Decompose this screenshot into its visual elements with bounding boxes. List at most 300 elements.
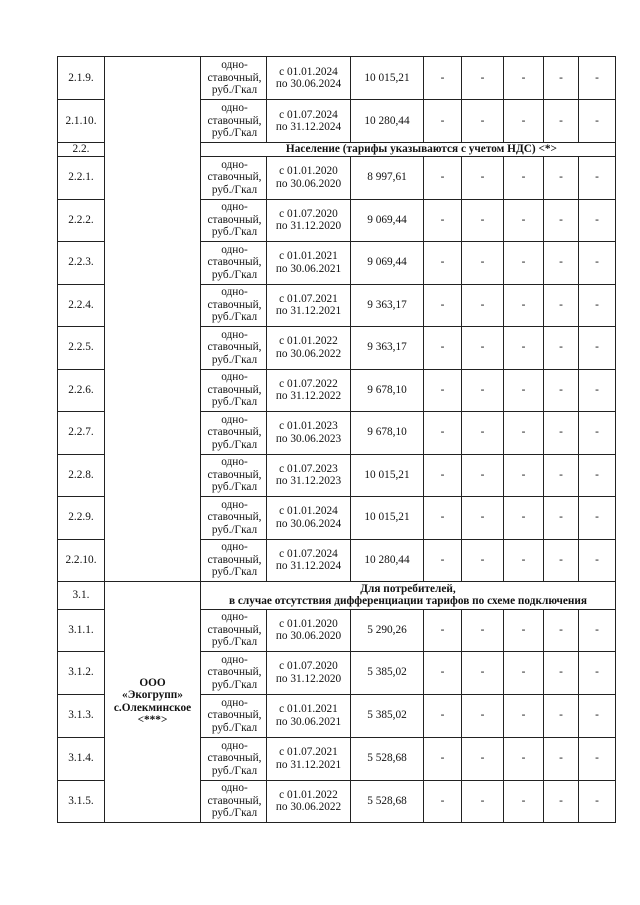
dash-text: - [480, 383, 485, 396]
dash-text: - [440, 341, 445, 354]
empty-value-dash [579, 326, 616, 369]
unit-line: ставочный, [207, 256, 262, 269]
row-number [58, 609, 105, 651]
tariff-value-text: 10 015,21 [364, 468, 410, 481]
section-header [201, 581, 616, 609]
empty-value-dash [544, 326, 579, 369]
row-number [58, 369, 105, 411]
empty-value-dash [579, 737, 616, 780]
empty-value-dash [424, 241, 462, 284]
period-line: по 31.12.2023 [275, 475, 342, 487]
dash-text: - [595, 666, 599, 679]
period-line: по 30.06.2020 [275, 630, 342, 642]
organization-line: <***> [137, 714, 168, 726]
organization-line: ООО [139, 676, 166, 689]
row-number [58, 143, 105, 157]
dash-text: - [559, 298, 563, 311]
unit-line: ставочный, [207, 794, 262, 807]
dash-text: - [595, 383, 599, 396]
dash-text: - [595, 171, 599, 184]
dash-text: - [521, 298, 526, 311]
period-line: с 01.01.2024 [279, 65, 338, 78]
empty-value-dash [579, 241, 616, 284]
dash-text: - [440, 709, 445, 722]
row-number-text: 3.1.5. [68, 794, 94, 807]
dash-text: - [440, 666, 445, 679]
tariff-value [351, 609, 424, 651]
empty-value-dash [462, 199, 504, 241]
empty-value-dash [544, 57, 579, 100]
period-cell [267, 780, 351, 822]
empty-value-dash [579, 694, 616, 737]
period-line: с 01.07.2021 [279, 292, 338, 305]
organization-cell [105, 581, 201, 822]
dash-text: - [559, 341, 563, 354]
unit-line: руб./Гкал [211, 721, 258, 734]
dash-text: - [521, 71, 526, 84]
period-cell [267, 411, 351, 454]
period-cell [267, 156, 351, 199]
empty-value-dash [579, 780, 616, 822]
empty-value-dash [462, 100, 504, 143]
period-cell [267, 454, 351, 496]
row-number [58, 284, 105, 326]
row-number [58, 411, 105, 454]
tariff-value-text: 9 363,17 [367, 298, 407, 311]
empty-value-dash [424, 284, 462, 326]
dash-text: - [595, 114, 599, 127]
empty-value-dash [579, 284, 616, 326]
dash-text: - [480, 71, 485, 84]
dash-text: - [480, 623, 485, 636]
dash-text: - [595, 709, 599, 722]
section-header-line: в случае отсутствия дифференциации тарифов по схеме подключения [228, 595, 588, 607]
empty-value-dash [544, 694, 579, 737]
unit-line: руб./Гкал [211, 523, 258, 536]
period-line: по 30.06.2021 [275, 262, 342, 275]
dash-text: - [559, 213, 563, 226]
dash-text: - [521, 468, 526, 481]
dash-text: - [521, 553, 526, 566]
dash-text: - [440, 114, 445, 127]
unit-cell [201, 156, 267, 199]
unit-line: одно- [221, 498, 248, 511]
empty-value-dash [462, 156, 504, 199]
row-number [58, 780, 105, 822]
period-line: с 01.01.2021 [279, 703, 338, 715]
organization-line: с.Олекминское [113, 701, 192, 714]
row-number-text: 2.2.9. [68, 511, 94, 524]
period-line: по 31.12.2020 [275, 672, 342, 685]
dash-text: - [440, 752, 445, 765]
row-number-text: 2.2.4. [68, 298, 94, 311]
unit-line: ставочный, [207, 666, 262, 679]
row-number [58, 496, 105, 539]
empty-value-dash [462, 369, 504, 411]
dash-text: - [559, 171, 563, 184]
dash-text: - [559, 709, 563, 722]
empty-value-dash [579, 496, 616, 539]
empty-value-dash [462, 454, 504, 496]
empty-value-dash [504, 694, 544, 737]
period-line: с 01.01.2022 [279, 788, 338, 801]
period-cell [267, 651, 351, 694]
row-number-text: 2.2.6. [68, 383, 94, 396]
empty-value-dash [424, 539, 462, 581]
unit-cell [201, 411, 267, 454]
empty-value-dash [504, 100, 544, 143]
unit-cell [201, 496, 267, 539]
unit-line: одно- [221, 739, 248, 752]
unit-line: одно- [221, 59, 248, 72]
empty-value-dash [544, 369, 579, 411]
row-number-text: 3.1.3. [68, 709, 94, 722]
table-row [58, 57, 616, 100]
dash-text: - [595, 298, 599, 311]
tariff-value-text: 9 678,10 [367, 426, 407, 439]
period-line: по 30.06.2024 [275, 517, 342, 530]
empty-value-dash [544, 411, 579, 454]
unit-line: ставочный, [207, 213, 262, 226]
dash-text: - [559, 114, 563, 127]
dash-text: - [595, 752, 599, 765]
dash-text: - [559, 256, 563, 269]
dash-text: - [480, 511, 485, 524]
organization-cell-empty [105, 57, 201, 582]
row-number [58, 454, 105, 496]
row-number [58, 694, 105, 737]
row-number-text: 2.2.8. [68, 468, 94, 481]
dash-text: - [559, 383, 563, 396]
period-line: по 30.06.2021 [275, 715, 342, 728]
period-line: по 30.06.2022 [275, 347, 342, 360]
unit-line: одно- [221, 456, 248, 469]
unit-line: ставочный, [207, 71, 262, 84]
period-cell [267, 496, 351, 539]
unit-line: ставочный, [207, 114, 262, 127]
empty-value-dash [462, 609, 504, 651]
period-cell [267, 609, 351, 651]
row-number-text: 2.2.5. [68, 341, 94, 354]
empty-value-dash [579, 454, 616, 496]
empty-value-dash [579, 411, 616, 454]
empty-value-dash [424, 651, 462, 694]
tariff-value-text: 9 363,17 [367, 341, 407, 354]
dash-text: - [595, 794, 599, 807]
dash-text: - [521, 752, 526, 765]
empty-value-dash [424, 496, 462, 539]
row-number-text: 3.1.2. [68, 666, 94, 679]
dash-text: - [440, 511, 445, 524]
dash-text: - [521, 709, 526, 722]
period-line: с 01.07.2023 [279, 462, 338, 475]
dash-text: - [595, 341, 599, 354]
period-line: с 01.07.2024 [279, 108, 338, 121]
unit-line: руб./Гкал [211, 764, 258, 777]
empty-value-dash [544, 780, 579, 822]
tariff-value-text: 9 678,10 [367, 383, 407, 396]
period-cell [267, 284, 351, 326]
unit-cell [201, 780, 267, 822]
empty-value-dash [424, 737, 462, 780]
empty-value-dash [424, 199, 462, 241]
empty-value-dash [544, 651, 579, 694]
unit-cell [201, 369, 267, 411]
empty-value-dash [504, 326, 544, 369]
empty-value-dash [504, 156, 544, 199]
dash-text: - [559, 623, 563, 636]
dash-text: - [480, 752, 485, 765]
empty-value-dash [504, 539, 544, 581]
unit-line: ставочный, [207, 553, 262, 566]
unit-line: одно- [221, 782, 248, 795]
empty-value-dash [579, 100, 616, 143]
dash-text: - [595, 213, 599, 226]
tariff-value-text: 5 528,68 [367, 794, 407, 807]
unit-line: одно- [221, 653, 248, 666]
dash-text: - [440, 71, 445, 84]
empty-value-dash [579, 609, 616, 651]
period-line: с 01.01.2024 [279, 505, 338, 517]
tariff-value [351, 694, 424, 737]
row-number [58, 539, 105, 581]
dash-text: - [521, 171, 526, 184]
unit-line: ставочный, [207, 341, 262, 354]
tariff-value [351, 326, 424, 369]
unit-line: ставочный, [207, 511, 262, 524]
tariff-value [351, 454, 424, 496]
empty-value-dash [424, 454, 462, 496]
unit-cell [201, 694, 267, 737]
dash-text: - [559, 666, 563, 679]
period-line: по 30.06.2022 [275, 801, 342, 813]
unit-line: руб./Гкал [211, 226, 258, 239]
tariff-value-text: 5 385,02 [367, 666, 407, 679]
unit-line: одно- [221, 201, 248, 214]
unit-cell [201, 539, 267, 581]
dash-text: - [521, 341, 526, 354]
period-line: с 01.07.2020 [279, 207, 338, 220]
row-number [58, 651, 105, 694]
dash-text: - [521, 426, 526, 439]
empty-value-dash [424, 156, 462, 199]
organization-line: «Экогрупп» [122, 689, 183, 701]
empty-value-dash [579, 539, 616, 581]
dash-text: - [440, 426, 445, 439]
row-number [58, 326, 105, 369]
dash-text: - [521, 623, 526, 636]
dash-text: - [521, 511, 526, 524]
dash-text: - [595, 426, 599, 439]
empty-value-dash [544, 737, 579, 780]
unit-line: одно- [221, 286, 248, 299]
dash-text: - [559, 511, 563, 524]
dash-text: - [440, 623, 445, 636]
tariff-value-text: 5 290,26 [367, 623, 407, 636]
tariff-value [351, 199, 424, 241]
empty-value-dash [462, 284, 504, 326]
period-cell [267, 241, 351, 284]
empty-value-dash [504, 609, 544, 651]
empty-value-dash [504, 454, 544, 496]
dash-text: - [595, 71, 599, 84]
dash-text: - [559, 426, 563, 439]
empty-value-dash [504, 369, 544, 411]
empty-value-dash [424, 100, 462, 143]
unit-line: одно- [221, 413, 248, 426]
unit-cell [201, 326, 267, 369]
unit-cell [201, 57, 267, 100]
dash-text: - [440, 256, 445, 269]
unit-line: ставочный, [207, 171, 262, 184]
dash-text: - [480, 666, 485, 679]
tariff-value [351, 539, 424, 581]
dash-text: - [521, 383, 526, 396]
row-number-text: 2.1.10. [65, 114, 97, 127]
period-line: по 31.12.2024 [275, 121, 342, 133]
empty-value-dash [462, 539, 504, 581]
dash-text: - [440, 171, 445, 184]
unit-cell [201, 651, 267, 694]
unit-cell [201, 454, 267, 496]
unit-line: ставочный, [207, 623, 262, 636]
row-number-text: 3.1.1. [68, 623, 94, 636]
empty-value-dash [544, 284, 579, 326]
dash-text: - [440, 298, 445, 311]
period-cell [267, 737, 351, 780]
unit-line: ставочный, [207, 383, 262, 396]
period-line: с 01.01.2022 [279, 335, 338, 347]
tariff-value [351, 411, 424, 454]
unit-line: ставочный, [207, 298, 262, 311]
dash-text: - [440, 213, 445, 226]
dash-text: - [480, 213, 485, 226]
empty-value-dash [424, 609, 462, 651]
tariff-value-text: 5 528,68 [367, 752, 407, 765]
period-line: по 31.12.2021 [275, 305, 342, 317]
row-number [58, 737, 105, 780]
empty-value-dash [424, 57, 462, 100]
row-number-text: 2.2.7. [68, 426, 94, 439]
period-line: по 31.12.2022 [275, 390, 342, 402]
empty-value-dash [424, 326, 462, 369]
empty-value-dash [462, 694, 504, 737]
empty-value-dash [579, 651, 616, 694]
empty-value-dash [544, 199, 579, 241]
dash-text: - [595, 468, 599, 481]
period-line: с 01.07.2022 [279, 377, 338, 390]
dash-text: - [480, 341, 485, 354]
period-line: с 01.07.2020 [279, 660, 338, 672]
section-header [201, 143, 616, 157]
unit-line: одно- [221, 158, 248, 171]
empty-value-dash [544, 539, 579, 581]
unit-line: руб./Гкал [211, 636, 258, 649]
row-number [58, 199, 105, 241]
unit-line: руб./Гкал [211, 438, 258, 451]
row-number-text: 2.2. [72, 143, 90, 155]
row-number-text: 2.2.2. [68, 213, 94, 226]
tariff-value [351, 780, 424, 822]
unit-line: руб./Гкал [211, 678, 258, 691]
unit-line: ставочный, [207, 752, 262, 765]
empty-value-dash [424, 369, 462, 411]
row-number-text: 2.2.3. [68, 256, 94, 269]
unit-line: руб./Гкал [211, 311, 258, 324]
dash-text: - [440, 553, 445, 566]
dash-text: - [521, 256, 526, 269]
empty-value-dash [579, 57, 616, 100]
tariff-value [351, 651, 424, 694]
tariff-value-text: 8 997,61 [367, 171, 407, 184]
dash-text: - [480, 256, 485, 269]
period-cell [267, 100, 351, 143]
empty-value-dash [462, 651, 504, 694]
empty-value-dash [462, 241, 504, 284]
empty-value-dash [504, 199, 544, 241]
period-line: с 01.07.2021 [279, 746, 338, 758]
dash-text: - [440, 383, 445, 396]
dash-text: - [440, 468, 445, 481]
row-number [58, 57, 105, 100]
row-number [58, 241, 105, 284]
row-number-text: 2.2.1. [68, 171, 94, 184]
period-line: по 30.06.2020 [275, 177, 342, 190]
dash-text: - [559, 468, 563, 481]
empty-value-dash [504, 284, 544, 326]
period-cell [267, 369, 351, 411]
unit-line: руб./Гкал [211, 127, 258, 140]
unit-cell [201, 737, 267, 780]
period-cell [267, 199, 351, 241]
tariff-table-body [58, 57, 616, 823]
tariff-value-text: 9 069,44 [367, 256, 407, 269]
row-number-text: 3.1.4. [68, 752, 94, 765]
unit-line: руб./Гкал [211, 481, 258, 494]
section-header-row [58, 581, 616, 609]
empty-value-dash [579, 199, 616, 241]
tariff-table [57, 56, 616, 823]
unit-cell [201, 241, 267, 284]
tariff-value-text: 9 069,44 [367, 213, 407, 226]
empty-value-dash [504, 57, 544, 100]
period-line: с 01.01.2020 [279, 165, 338, 177]
row-number-text: 3.1. [72, 588, 90, 601]
dash-text: - [559, 794, 563, 807]
empty-value-dash [462, 57, 504, 100]
empty-value-dash [462, 496, 504, 539]
unit-line: одно- [221, 243, 248, 256]
tariff-value [351, 241, 424, 284]
empty-value-dash [504, 241, 544, 284]
unit-line: одно- [221, 611, 248, 624]
period-line: по 31.12.2024 [275, 560, 342, 572]
dash-text: - [480, 709, 485, 722]
tariff-value [351, 100, 424, 143]
unit-line: руб./Гкал [211, 268, 258, 281]
unit-line: руб./Гкал [211, 396, 258, 409]
empty-value-dash [504, 651, 544, 694]
empty-value-dash [462, 326, 504, 369]
period-cell [267, 539, 351, 581]
unit-line: руб./Гкал [211, 183, 258, 196]
dash-text: - [559, 553, 563, 566]
dash-text: - [440, 794, 445, 807]
unit-line: руб./Гкал [211, 84, 258, 97]
dash-text: - [480, 794, 485, 807]
dash-text: - [595, 256, 599, 269]
empty-value-dash [424, 411, 462, 454]
